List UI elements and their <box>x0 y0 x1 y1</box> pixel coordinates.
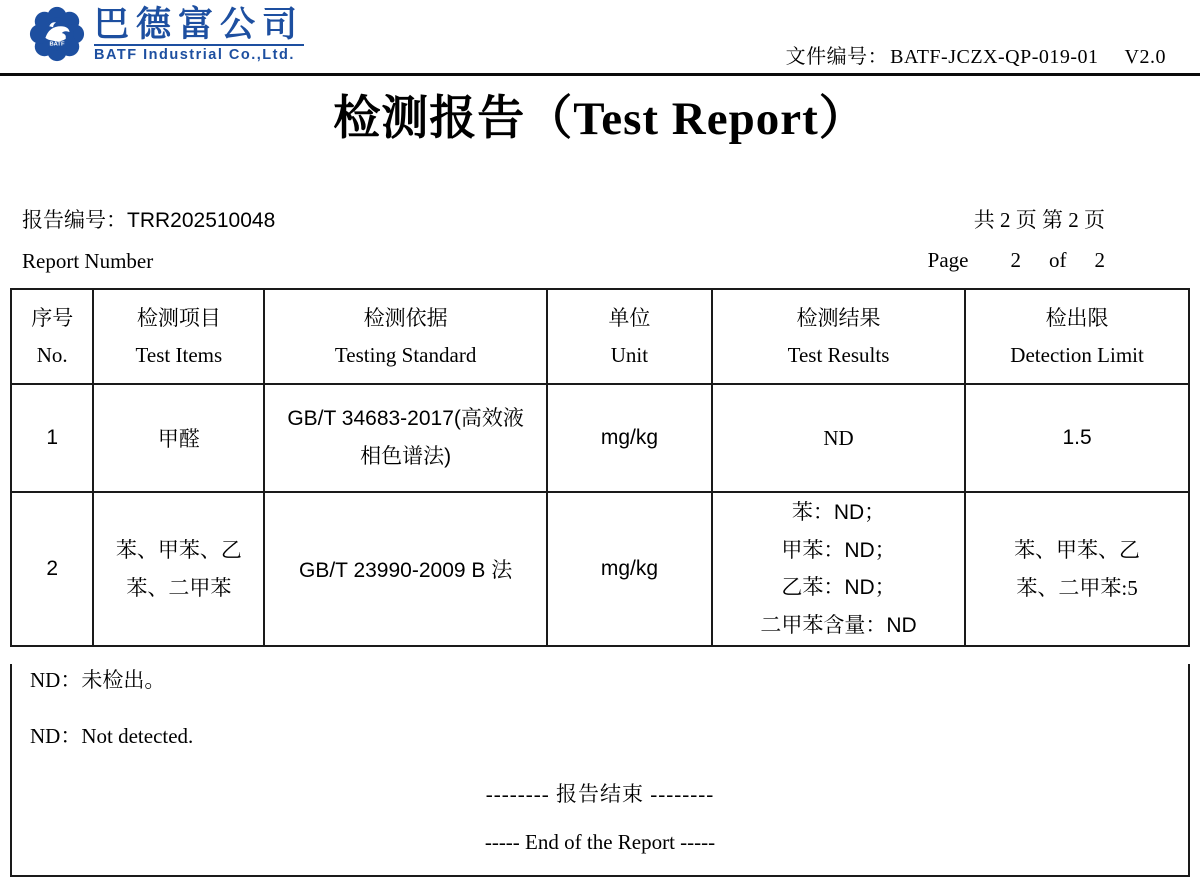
result-label: 甲苯： <box>781 537 845 562</box>
result-line <box>713 532 964 570</box>
document-number-label: 文件编号： <box>785 46 889 68</box>
nd-note-en-text: Not detected. <box>81 724 194 748</box>
result-label: 乙苯： <box>781 575 845 599</box>
page-label: Page <box>927 248 969 272</box>
result-label: 二甲苯含量： <box>760 612 887 637</box>
row2-unit: mg/kg <box>547 492 712 646</box>
company-logo <box>28 5 304 63</box>
nd-note-cn: ND：未检出。 <box>30 668 166 692</box>
row1-standard: GB/T 34683-2017(高效液相色谱法) <box>264 384 547 492</box>
report-number-block <box>22 200 275 281</box>
result-line <box>713 494 964 532</box>
table-header-row <box>11 289 1189 384</box>
col-header-limit-cn: 检出限 <box>1045 305 1109 330</box>
col-header-results-en: Test Results <box>787 342 890 367</box>
page-current: 2 <box>1010 248 1021 272</box>
page-info-block <box>928 200 1105 281</box>
report-number-value: TRR202510048 <box>127 209 276 232</box>
row2-standard <box>264 492 547 646</box>
row1-result: ND <box>712 384 965 492</box>
table-row <box>11 384 1189 492</box>
col-header-items <box>93 289 264 384</box>
row1-detection-limit: 1.5 <box>965 384 1189 492</box>
end-of-report-en: ----- End of the Report ----- <box>484 830 716 854</box>
result-value: ND； <box>844 538 896 562</box>
col-header-no-en: No. <box>36 342 68 367</box>
page-of-label: of <box>1049 248 1067 272</box>
logo-text <box>94 5 304 63</box>
row2-standard-text: GB/T 23990-2009 B 法 <box>298 559 513 582</box>
document-number <box>786 40 1166 69</box>
page-header <box>0 0 1200 73</box>
table-row <box>11 492 1189 646</box>
report-number-line <box>22 200 275 241</box>
row1-item: 甲醛 <box>93 384 264 492</box>
page-info-cn: 共 2 页 第 2 页 <box>973 208 1105 232</box>
nd-note-en <box>30 720 1188 750</box>
report-meta <box>0 200 1200 281</box>
footer-notes-box <box>10 664 1190 877</box>
col-header-standard <box>264 289 547 384</box>
row1-no: 1 <box>11 384 93 492</box>
row2-no: 2 <box>11 492 93 646</box>
col-header-no <box>11 289 93 384</box>
report-number-label-en: Report Number <box>22 249 154 273</box>
col-header-results <box>712 289 965 384</box>
result-line <box>713 569 964 607</box>
nd-note-en-label: ND： <box>30 724 82 748</box>
result-line <box>713 607 964 645</box>
company-name-en: BATF Industrial Co.,Ltd. <box>94 47 295 63</box>
row2-item: 苯、甲苯、乙苯、二甲苯 <box>93 492 264 646</box>
row2-results <box>712 492 965 646</box>
col-header-standard-en: Testing Standard <box>334 342 477 367</box>
document-version: V2.0 <box>1124 46 1166 68</box>
col-header-items-en: Test Items <box>135 342 223 367</box>
flower-lion-emblem-icon <box>28 5 86 63</box>
col-header-items-cn: 检测项目 <box>136 305 221 330</box>
result-value: ND <box>886 613 917 637</box>
col-header-no-cn: 序号 <box>31 305 74 330</box>
svg-text:BATF: BATF <box>49 41 65 48</box>
col-header-unit <box>547 289 712 384</box>
col-header-standard-cn: 检测依据 <box>363 305 448 330</box>
page-info-en <box>928 240 1105 280</box>
row1-unit: mg/kg <box>547 384 712 492</box>
col-header-results-cn: 检测结果 <box>796 305 881 330</box>
col-header-unit-cn: 单位 <box>608 305 651 330</box>
col-header-limit <box>965 289 1189 384</box>
company-name-cn: 巴德富公司 <box>94 5 305 44</box>
col-header-limit-en: Detection Limit <box>1010 342 1144 367</box>
result-value: ND； <box>833 501 886 524</box>
header-divider <box>0 73 1200 76</box>
results-table <box>10 288 1190 647</box>
col-header-unit-en: Unit <box>610 342 649 367</box>
page-title: 检测报告（Test Report） <box>333 93 867 145</box>
page-total: 2 <box>1094 248 1105 272</box>
result-label: 苯： <box>791 500 834 524</box>
document-number-value: BATF-JCZX-QP-019-01 <box>890 46 1099 68</box>
row2-detection-limit: 苯、甲苯、乙苯、二甲苯:5 <box>965 492 1189 646</box>
result-value: ND； <box>844 576 896 599</box>
report-number-label: 报告编号： <box>22 208 127 232</box>
end-of-report-cn: -------- 报告结束 -------- <box>485 782 715 806</box>
